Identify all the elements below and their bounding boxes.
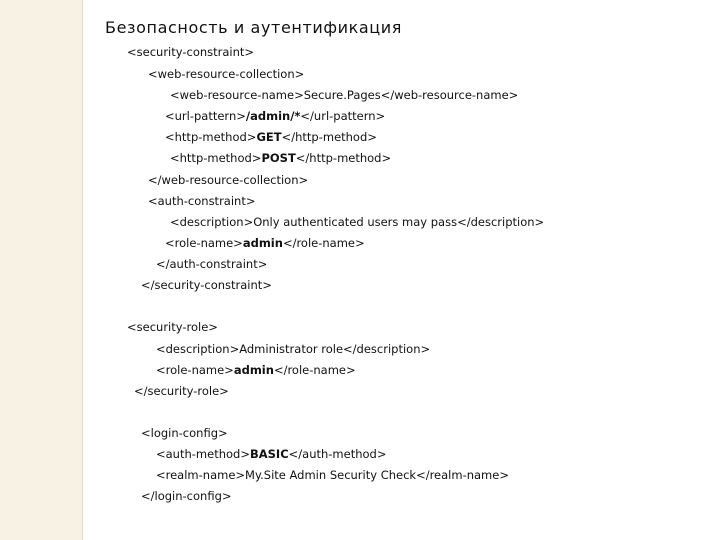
- code-line: <url-pattern>/admin/*</url-pattern>: [165, 109, 386, 123]
- code-line: <login-config>: [141, 426, 228, 440]
- code-line: <web-resource-name>Secure.Pages</web-resource-name>: [170, 88, 519, 102]
- code-line: </auth-constraint>: [156, 257, 268, 271]
- code-line: <security-role>: [127, 320, 218, 334]
- code-line: </login-config>: [141, 489, 232, 503]
- code-line: </web-resource-collection>: [148, 173, 309, 187]
- code-line: <web-resource-collection>: [148, 67, 305, 81]
- code-line: </security-constraint>: [141, 278, 272, 292]
- code-line: <auth-constraint>: [148, 194, 256, 208]
- decorative-sidebar: [0, 0, 83, 540]
- code-line: <security-constraint>: [127, 45, 255, 59]
- code-line: <http-method>GET</http-method>: [165, 130, 377, 144]
- slide-title: Безопасность и аутентификация: [105, 18, 403, 37]
- code-line: <role-name>admin</role-name>: [156, 363, 356, 377]
- code-line: </security-role>: [134, 384, 229, 398]
- code-line: <auth-method>BASIC</auth-method>: [156, 447, 387, 461]
- code-line: <description>Administrator role</description>: [156, 342, 431, 356]
- code-line: <http-method>POST</http-method>: [170, 151, 392, 165]
- code-line: <description>Only authenticated users may pass</description>: [170, 215, 545, 229]
- code-line: <role-name>admin</role-name>: [165, 236, 365, 250]
- code-line: <realm-name>My.Site Admin Security Check</realm-name>: [156, 468, 509, 482]
